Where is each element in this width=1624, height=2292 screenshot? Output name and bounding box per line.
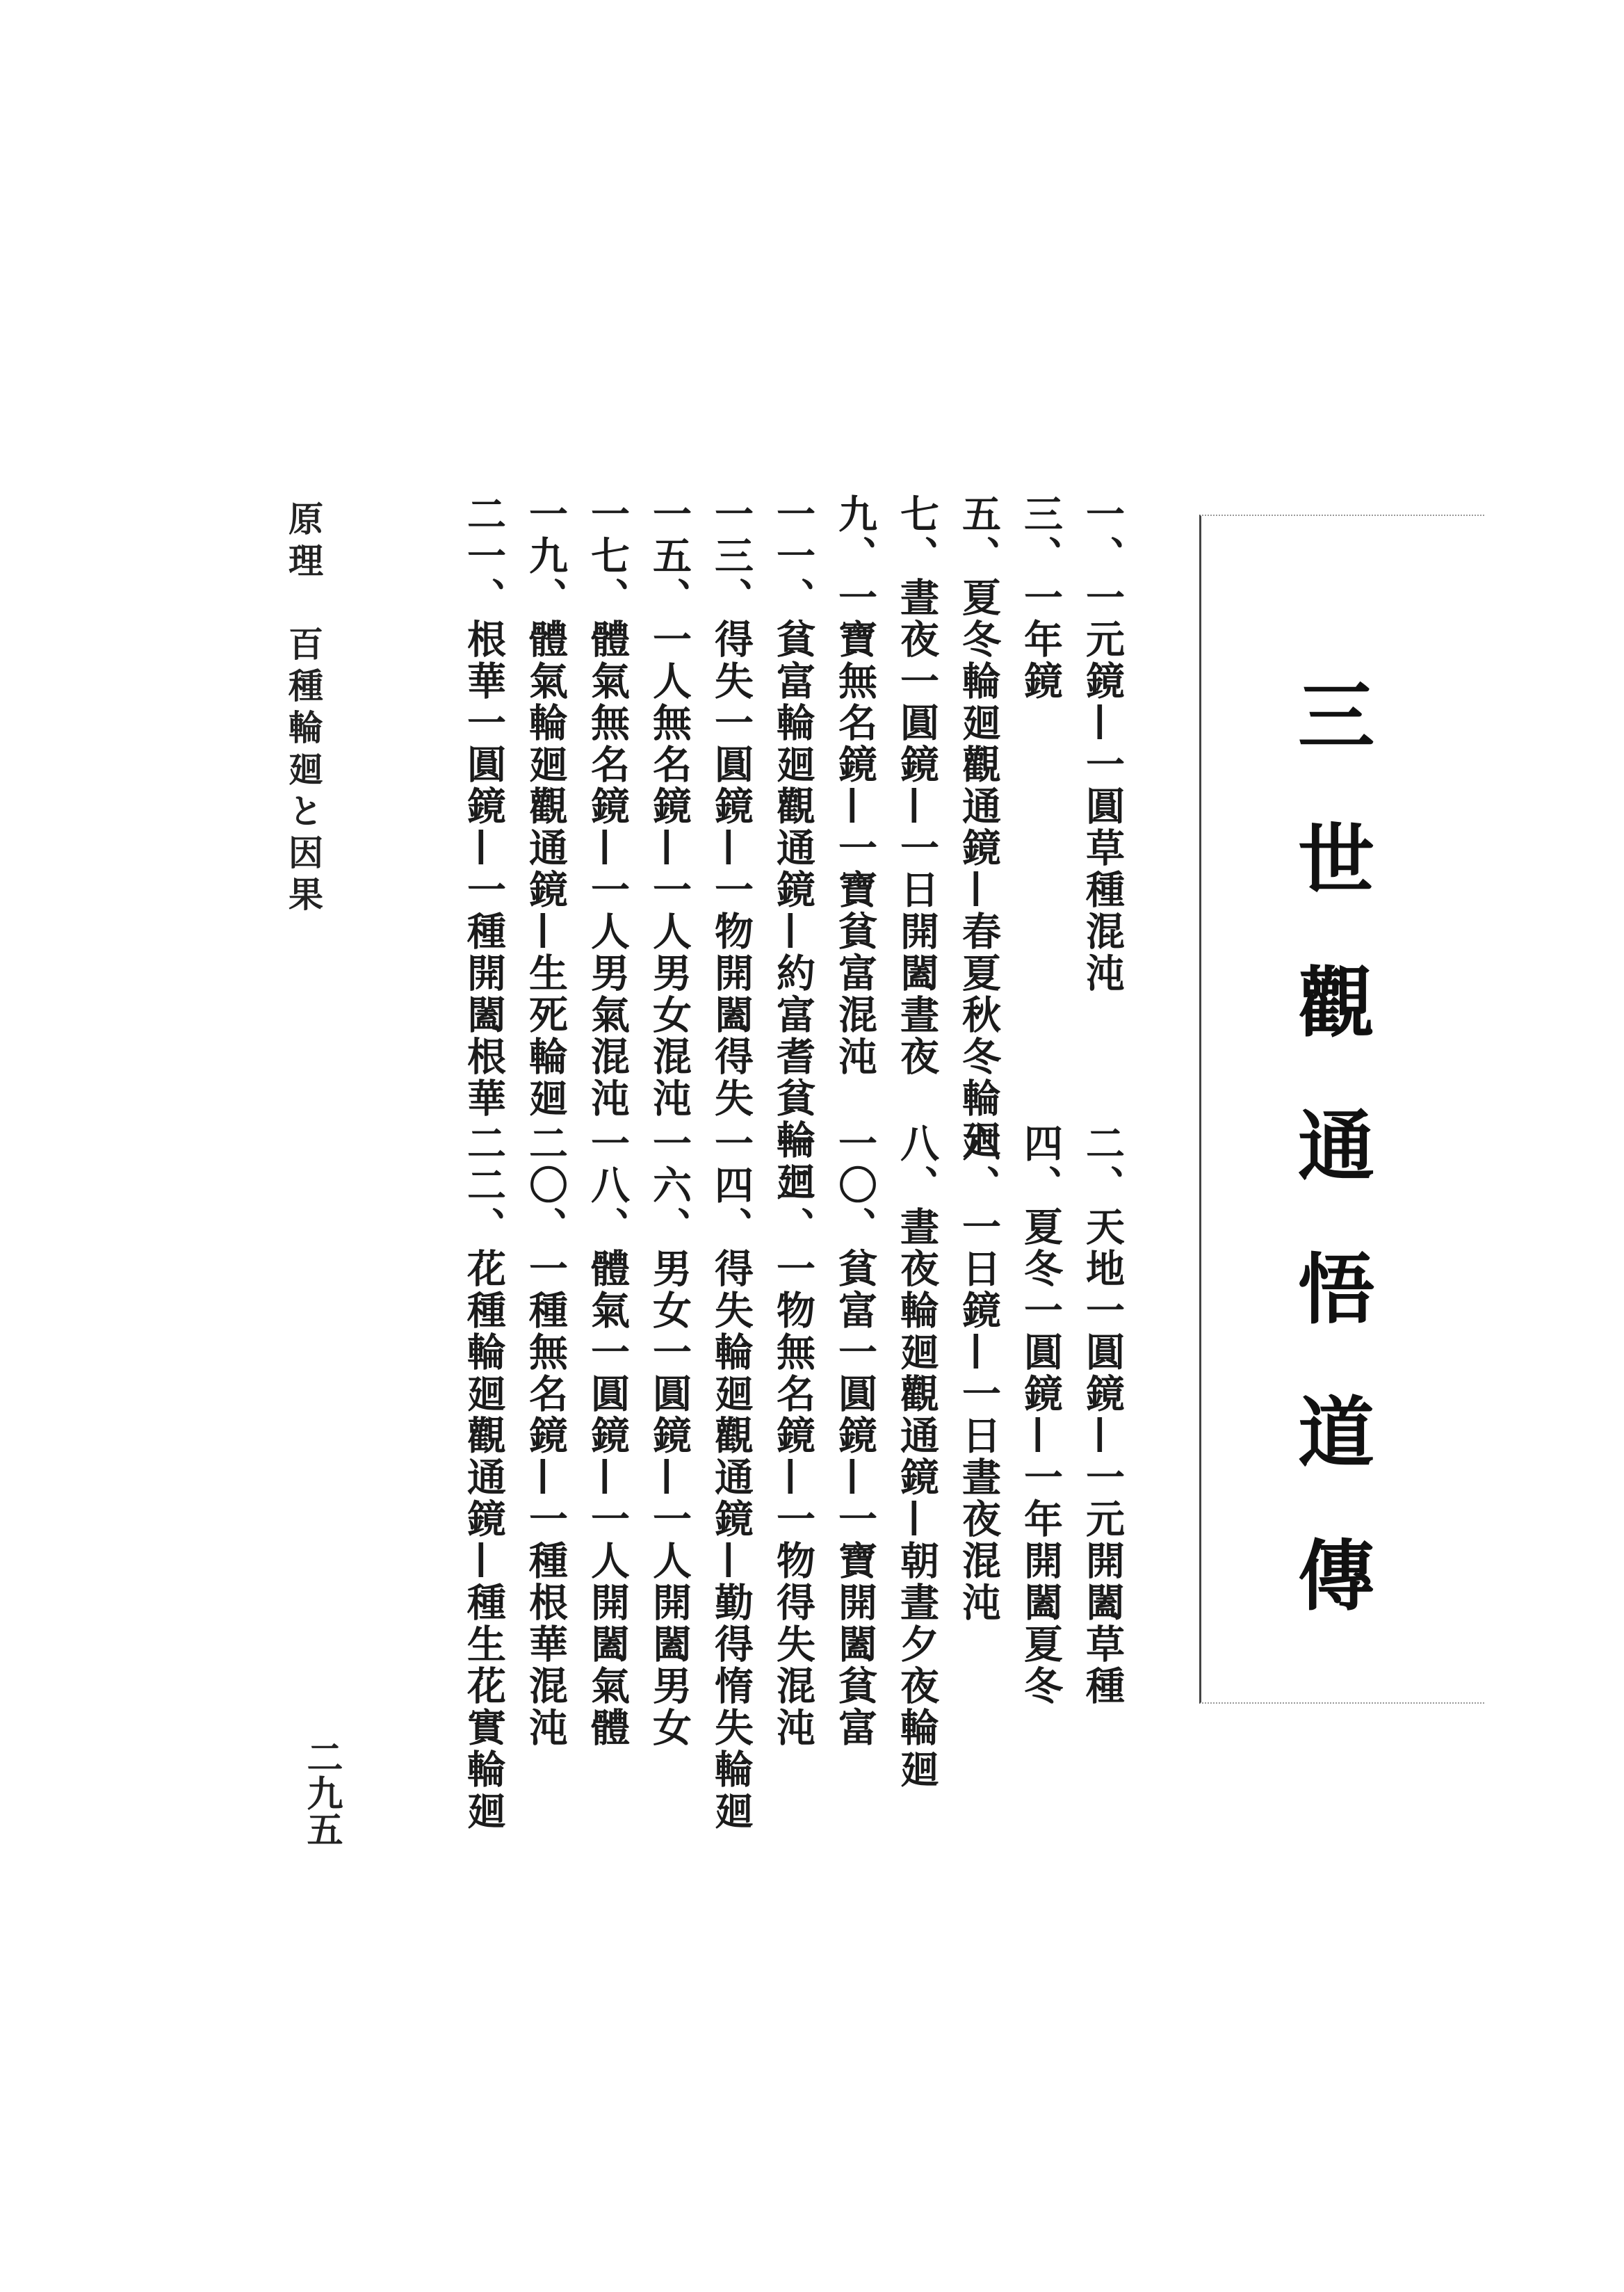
list-item: 五、夏冬輪廻觀通鏡—春夏秋冬輪廻 [956, 494, 1002, 1161]
page-title: 三世觀通悟道傳 [1285, 676, 1375, 1679]
list-item: 一、一元鏡—一圓草種混沌 [1080, 494, 1126, 994]
list-item: 一〇、貧富一圓鏡—一寶開闔貧富 [832, 1123, 878, 1749]
list-item: 一六、男女一圓鏡—一人開闔男女 [647, 1123, 692, 1749]
list-item: 一一、貧富輪廻觀通鏡—約富耆貧輪廻 [770, 494, 816, 1203]
list-item: 六、一日鏡—一日晝夜混沌 [956, 1123, 1002, 1624]
list-item: 一四、得失輪廻觀通鏡—勤得惰失輪廻 [708, 1123, 754, 1832]
list-item: 七、晝夜一圓鏡—一日開闔晝夜 [894, 494, 940, 1078]
title-frame [1199, 515, 1484, 1704]
list-item: 八、晝夜輪廻觀通鏡—朝晝夕夜輪廻 [894, 1123, 940, 1791]
page-number: 二九五 [300, 1738, 343, 1847]
upper-entry-list [453, 494, 1133, 1203]
list-item: 九、一寶無名鏡—一寶貧富混沌 [832, 494, 878, 1078]
list-item: 一九、體氣輪廻觀通鏡—生死輪廻 [523, 494, 569, 1120]
running-title: 原理 百種輪廻と因果 [283, 501, 324, 918]
list-item: 四、夏冬一圓鏡—一年開闔夏冬 [1018, 1123, 1064, 1707]
list-item: 二二、花種輪廻觀通鏡—種生花實輪廻 [461, 1123, 507, 1832]
list-item: 一二、一物無名鏡—一物得失混沌 [770, 1123, 816, 1749]
list-item: 二〇、一種無名鏡—一種根華混沌 [523, 1123, 569, 1749]
list-item: 一三、得失一圓鏡—一物開闔得失 [708, 494, 754, 1120]
list-item: 一五、一人無名鏡—一人男女混沌 [647, 494, 692, 1120]
list-item: 二一、根華一圓鏡—一種開闔根華 [461, 494, 507, 1120]
list-item: 三、一年鏡 [1018, 494, 1064, 702]
list-item: 一七、體氣無名鏡—一人男氣混沌 [585, 494, 631, 1120]
list-item: 二、天地一圓鏡—一元開闔草種 [1080, 1123, 1126, 1707]
lower-entry-list [453, 1123, 1133, 1832]
list-item: 一八、體氣一圓鏡—一人開闔氣體 [585, 1123, 631, 1749]
